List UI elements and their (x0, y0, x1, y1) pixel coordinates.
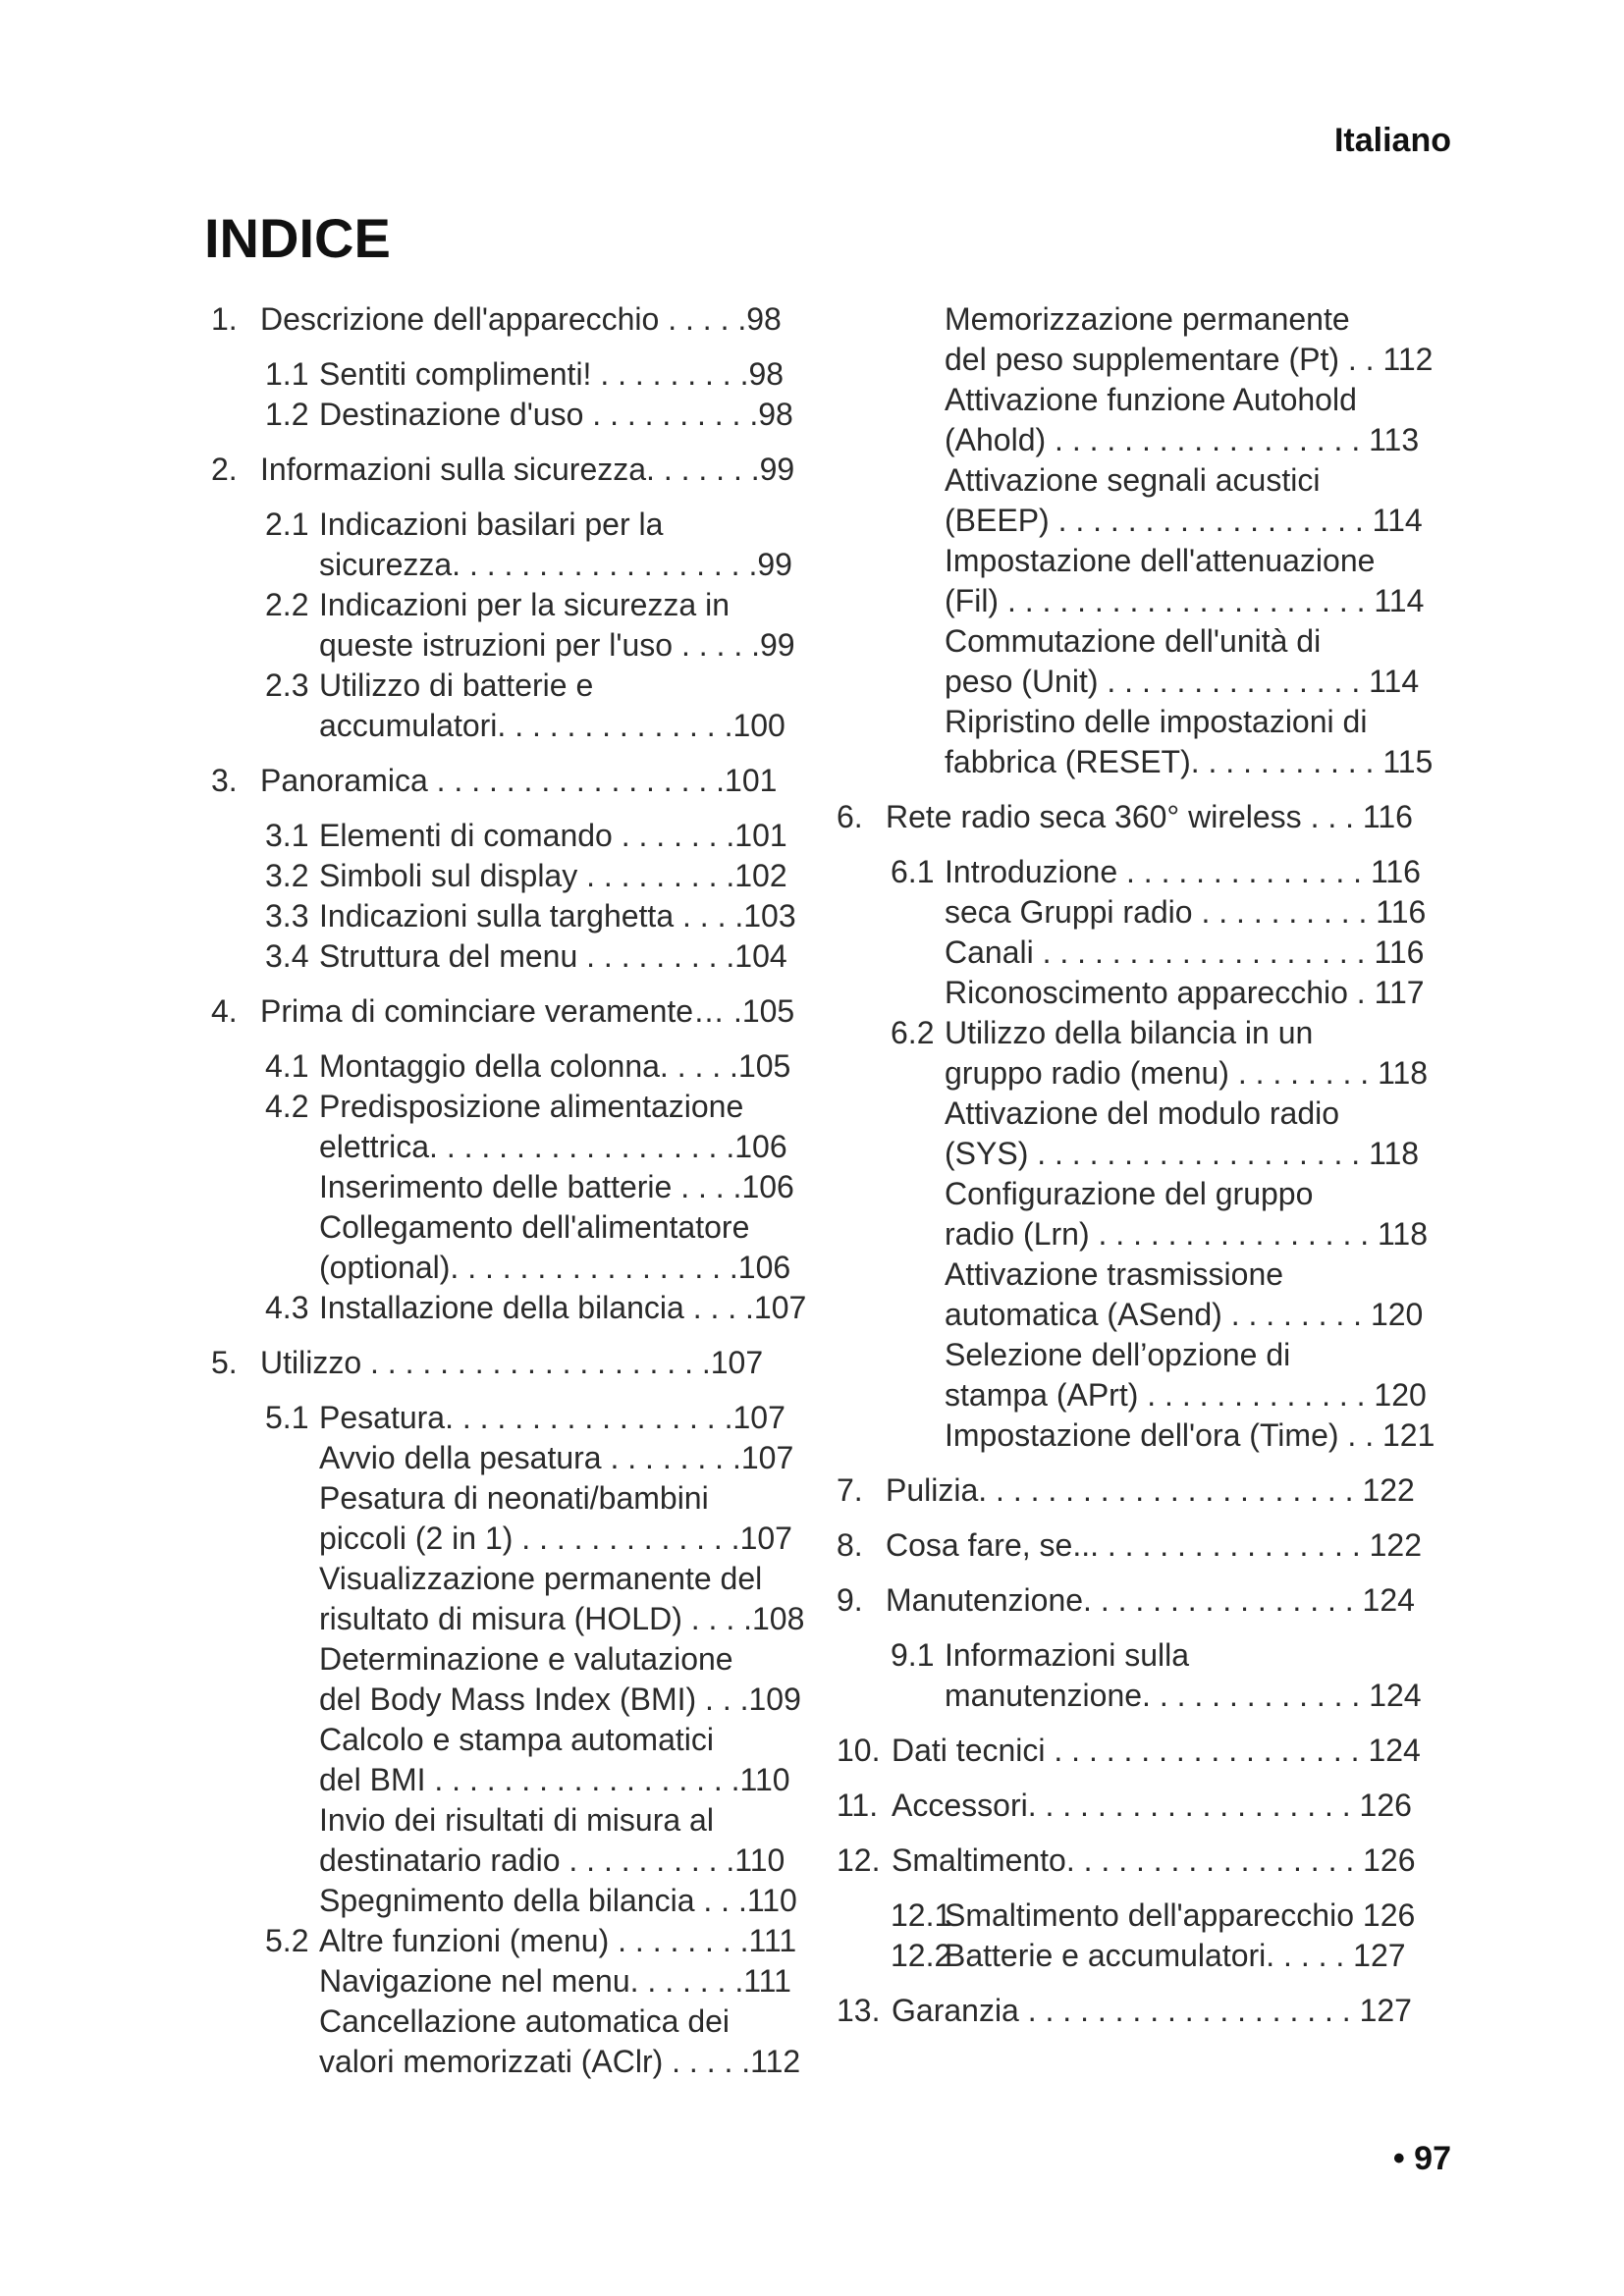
toc-entry (837, 1676, 1445, 1716)
toc-entry-text: Cosa fare, se... . . . . . . . . . . . . . . . 122 (886, 1527, 1422, 1563)
toc-entry (211, 1599, 820, 1639)
toc-entry-text: Pulizia. . . . . . . . . . . . . . . . . . . . . . 122 (886, 1472, 1415, 1508)
toc-entry (837, 1896, 1445, 1936)
toc-entry (837, 299, 1445, 340)
toc-entry-text: Riconoscimento apparecchio . 117 (945, 975, 1425, 1010)
toc-entry-text: Collegamento dell'alimentatore (319, 1209, 750, 1245)
toc-entry (211, 896, 820, 936)
toc-entry (837, 973, 1445, 1013)
toc-entry (211, 1343, 820, 1383)
toc-entry (211, 1921, 820, 1961)
toc-entry-number: 1. (211, 301, 238, 337)
toc-entry-text: Pesatura. . . . . . . . . . . . . . . . .107 (319, 1400, 785, 1435)
toc-entry (837, 742, 1445, 782)
toc-entry (837, 1094, 1445, 1134)
toc-entry (837, 1415, 1445, 1456)
toc-entry-text: Manutenzione. . . . . . . . . . . . . . . . 124 (886, 1582, 1415, 1618)
toc-entry (211, 1046, 820, 1087)
toc-entry (837, 1841, 1445, 1881)
page-title: INDICE (204, 207, 391, 269)
toc-entry (211, 936, 820, 977)
toc-entry-text: Installazione della bilancia . . . .107 (319, 1290, 807, 1325)
toc-entry-number: 12. (837, 1842, 881, 1878)
toc-entry-number: 11. (837, 1788, 879, 1823)
toc-entry-text: Indicazioni sulla targhetta . . . .103 (319, 898, 796, 934)
toc-entry (837, 460, 1445, 501)
toc-entry (211, 1720, 820, 1760)
toc-entry-text: Commutazione dell'unità di (945, 623, 1322, 659)
toc-entry-text: piccoli (2 in 1) . . . . . . . . . . . . .107 (319, 1521, 792, 1556)
toc-entry (837, 702, 1445, 742)
toc-entry (211, 625, 820, 666)
toc-entry (837, 581, 1445, 621)
toc-entry (211, 354, 820, 395)
toc-entry (211, 585, 820, 625)
toc-entry (211, 299, 820, 340)
toc-entry-text: Canali . . . . . . . . . . . . . . . . . . . 116 (945, 934, 1425, 970)
toc-entry-number: 1.2 (265, 397, 309, 432)
toc-entry-number: 12.1 (891, 1897, 952, 1933)
toc-entry-text: Inserimento delle batterie . . . .106 (319, 1169, 794, 1204)
toc-entry-text: valori memorizzati (AClr) . . . . .112 (319, 2044, 801, 2079)
toc-entry (211, 395, 820, 435)
toc-entry-text: seca Gruppi radio . . . . . . . . . . 116 (945, 894, 1427, 930)
toc-entry-text: (SYS) . . . . . . . . . . . . . . . . . . . 118 (945, 1136, 1420, 1171)
toc-entry-number: 2.1 (265, 507, 309, 542)
toc-entry (211, 1800, 820, 1841)
toc-entry-text: automatica (ASend) . . . . . . . . 120 (945, 1297, 1424, 1332)
toc-entry-text: Garanzia . . . . . . . . . . . . . . . . . . . 127 (892, 1993, 1412, 2028)
toc-entry-text: Utilizzo di batterie e (319, 667, 594, 703)
toc-entry-number: 9. (837, 1582, 863, 1618)
toc-entry-number: 7. (837, 1472, 863, 1508)
toc-entry (211, 1167, 820, 1207)
toc-entry-number: 13. (837, 1993, 881, 2028)
toc-entry-text: Elementi di comando . . . . . . .101 (319, 818, 787, 853)
toc-entry-number: 4.1 (265, 1048, 309, 1084)
toc-entry (837, 1214, 1445, 1255)
toc-entry (837, 1731, 1445, 1771)
toc-entry-text: Introduzione . . . . . . . . . . . . . . 116 (945, 854, 1421, 889)
toc-entry-text: sicurezza. . . . . . . . . . . . . . . . . .99 (319, 547, 792, 582)
toc-entry-number: 6.1 (891, 854, 935, 889)
toc-entry-text: Batterie e accumulatori. . . . . 127 (945, 1938, 1406, 1973)
toc-entry-text: Navigazione nel menu. . . . . . .111 (319, 1963, 791, 1999)
toc-entry (837, 1635, 1445, 1676)
toc-entry-text: Smaltimento dell'apparecchio 126 (945, 1897, 1416, 1933)
toc-entry-number: 3. (211, 763, 238, 798)
toc-entry (211, 706, 820, 746)
toc-entry (211, 1680, 820, 1720)
toc-entry (211, 761, 820, 801)
toc-entry-text: destinatario radio . . . . . . . . . .110 (319, 1842, 785, 1878)
toc-entry (837, 340, 1445, 380)
toc-entry-text: Destinazione d'uso . . . . . . . . . .98 (319, 397, 793, 432)
toc-entry (837, 1013, 1445, 1053)
toc-entry (211, 1248, 820, 1288)
toc-entry-text: Indicazioni per la sicurezza in (319, 587, 730, 622)
toc-entry-text: Altre funzioni (menu) . . . . . . . .111 (319, 1923, 797, 1958)
toc-entry (837, 1786, 1445, 1826)
toc-entry-text: Simboli sul display . . . . . . . . .102 (319, 858, 787, 893)
toc-entry (211, 1207, 820, 1248)
toc-entry (211, 1881, 820, 1921)
language-label: Italiano (1333, 122, 1451, 159)
toc-entry-text: risultato di misura (HOLD) . . . .108 (319, 1601, 805, 1636)
toc-entry-number: 6. (837, 799, 863, 834)
toc-entry-text: del peso supplementare (Pt) . . 112 (945, 342, 1434, 377)
toc-entry (211, 1478, 820, 1519)
toc-entry (211, 1961, 820, 2002)
toc-entry (211, 1398, 820, 1438)
toc-entry (837, 1525, 1445, 1566)
toc-entry-text: Sentiti complimenti! . . . . . . . . .98 (319, 356, 785, 392)
toc-entry-text: Panoramica . . . . . . . . . . . . . . . . .101 (260, 763, 778, 798)
toc-entry (837, 1255, 1445, 1295)
toc-entry (837, 1053, 1445, 1094)
toc-entry-text: Visualizzazione permanente del (319, 1561, 763, 1596)
toc-entry-text: Attivazione trasmissione (945, 1256, 1284, 1292)
toc-entry-text: Memorizzazione permanente (945, 301, 1350, 337)
toc-entry-number: 2.3 (265, 667, 309, 703)
toc-entry-text: (optional). . . . . . . . . . . . . . . . .106 (319, 1250, 791, 1285)
toc-entry (837, 420, 1445, 460)
toc-entry-text: queste istruzioni per l'uso . . . . .99 (319, 627, 795, 663)
toc-entry-text: Impostazione dell'ora (Time) . . 121 (945, 1417, 1435, 1453)
toc-entry (211, 1760, 820, 1800)
toc-entry (211, 1288, 820, 1328)
toc-entry-number: 5. (211, 1345, 238, 1380)
toc-entry-number: 8. (837, 1527, 863, 1563)
toc-entry-number: 2. (211, 452, 238, 487)
toc-entry (211, 505, 820, 545)
toc-entry (211, 816, 820, 856)
toc-entry-number: 5.2 (265, 1923, 309, 1958)
toc-entry-text: Struttura del menu . . . . . . . . .104 (319, 938, 787, 974)
toc-entry-text: Predisposizione alimentazione (319, 1089, 744, 1124)
toc-entry-text: Cancellazione automatica dei (319, 2003, 731, 2039)
toc-entry-number: 2.2 (265, 587, 309, 622)
toc-entry (837, 662, 1445, 702)
toc-entry (837, 892, 1445, 933)
toc-entry-text: accumulatori. . . . . . . . . . . . . .100 (319, 708, 785, 743)
page-number: • 97 (1392, 2140, 1451, 2177)
toc-entry-text: Avvio della pesatura . . . . . . . .107 (319, 1440, 794, 1475)
toc-entry-text: Attivazione funzione Autohold (945, 382, 1357, 417)
toc-entry-text: peso (Unit) . . . . . . . . . . . . . . . 114 (945, 664, 1420, 699)
toc-column-left (211, 299, 820, 2082)
toc-entry-text: (BEEP) . . . . . . . . . . . . . . . . . . 114 (945, 503, 1423, 538)
toc-entry-text: del BMI . . . . . . . . . . . . . . . . . .110 (319, 1762, 790, 1797)
toc-entry (837, 1174, 1445, 1214)
toc-column-right (837, 299, 1445, 2031)
toc-entry (211, 1127, 820, 1167)
toc-entry-text: Montaggio della colonna. . . . .105 (319, 1048, 791, 1084)
toc-entry (211, 450, 820, 490)
toc-entry (837, 852, 1445, 892)
toc-entry (837, 541, 1445, 581)
toc-entry-text: Descrizione dell'apparecchio . . . . .98 (260, 301, 782, 337)
toc-entry-text: Ripristino delle impostazioni di (945, 704, 1368, 739)
toc-entry (837, 621, 1445, 662)
toc-entry-text: radio (Lrn) . . . . . . . . . . . . . . . . 118 (945, 1216, 1429, 1252)
toc-entry (837, 1375, 1445, 1415)
toc-entry-number: 4. (211, 993, 238, 1029)
toc-entry (837, 797, 1445, 837)
toc-entry (211, 666, 820, 706)
toc-entry (837, 933, 1445, 973)
toc-entry (211, 1559, 820, 1599)
toc-entry-number: 3.3 (265, 898, 309, 934)
toc-entry-text: Indicazioni basilari per la (319, 507, 664, 542)
toc-entry-text: Utilizzo della bilancia in un (945, 1015, 1314, 1050)
toc-entry-text: Informazioni sulla sicurezza. . . . . . .99 (260, 452, 795, 487)
toc-entry-number: 4.2 (265, 1089, 309, 1124)
toc-entry-text: Dati tecnici . . . . . . . . . . . . . . . . . . 124 (892, 1733, 1421, 1768)
toc-entry-text: Attivazione del modulo radio (945, 1095, 1340, 1131)
toc-entry-text: Pesatura di neonati/bambini (319, 1480, 709, 1516)
toc-entry-text: Invio dei risultati di misura al (319, 1802, 714, 1838)
toc-entry (837, 1470, 1445, 1511)
toc-entry (837, 1936, 1445, 1976)
toc-entry-text: Determinazione e valutazione (319, 1641, 733, 1677)
toc-entry-number: 12.2 (891, 1938, 952, 1973)
toc-entry-text: Accessori. . . . . . . . . . . . . . . . . . . 126 (892, 1788, 1412, 1823)
toc-entry-text: Rete radio seca 360° wireless . . . 116 (886, 799, 1413, 834)
toc-entry-number: 10. (837, 1733, 881, 1768)
toc-entry-text: Configurazione del gruppo (945, 1176, 1314, 1211)
toc-entry-text: (Ahold) . . . . . . . . . . . . . . . . . . 113 (945, 422, 1420, 457)
toc-entry-text: fabbrica (RESET). . . . . . . . . . . 115 (945, 744, 1434, 779)
toc-entry (211, 1438, 820, 1478)
toc-entry (211, 1841, 820, 1881)
toc-entry-number: 1.1 (265, 356, 309, 392)
toc-entry (837, 1580, 1445, 1621)
toc-entry (211, 545, 820, 585)
toc-entry (211, 2042, 820, 2082)
toc-entry (211, 1519, 820, 1559)
toc-entry-text: elettrica. . . . . . . . . . . . . . . . . .106 (319, 1129, 787, 1164)
toc-entry (211, 2002, 820, 2042)
toc-entry (211, 1639, 820, 1680)
toc-entry-number: 3.4 (265, 938, 309, 974)
toc-entry-number: 4.3 (265, 1290, 309, 1325)
toc-entry (211, 1087, 820, 1127)
toc-entry-text: Selezione dell’opzione di (945, 1337, 1291, 1372)
toc-entry-text: gruppo radio (menu) . . . . . . . . 118 (945, 1055, 1429, 1091)
toc-entry-text: Spegnimento della bilancia . . .110 (319, 1883, 797, 1918)
toc-entry-text: Smaltimento. . . . . . . . . . . . . . . . . 126 (892, 1842, 1416, 1878)
toc-entry-text: Utilizzo . . . . . . . . . . . . . . . . . . . .107 (260, 1345, 764, 1380)
toc-entry-text: manutenzione. . . . . . . . . . . . . 124 (945, 1678, 1422, 1713)
toc-entry (837, 501, 1445, 541)
toc-entry-text: Attivazione segnali acustici (945, 462, 1321, 498)
toc-entry-text: Prima di cominciare veramente… .105 (260, 993, 795, 1029)
toc-entry (837, 1991, 1445, 2031)
toc-entry (211, 991, 820, 1032)
toc-entry-text: Informazioni sulla (945, 1637, 1189, 1673)
toc-entry-text: stampa (APrt) . . . . . . . . . . . . . 120 (945, 1377, 1427, 1413)
toc-entry-number: 3.2 (265, 858, 309, 893)
toc-entry-number: 9.1 (891, 1637, 935, 1673)
toc-entry-text: del Body Mass Index (BMI) . . .109 (319, 1682, 801, 1717)
toc-entry-text: Impostazione dell'attenuazione (945, 543, 1376, 578)
toc-entry-text: Calcolo e stampa automatici (319, 1722, 714, 1757)
toc-entry-number: 6.2 (891, 1015, 935, 1050)
toc-entry-text: (Fil) . . . . . . . . . . . . . . . . . . . . . 114 (945, 583, 1425, 618)
toc-entry (837, 380, 1445, 420)
toc-entry-number: 5.1 (265, 1400, 309, 1435)
toc-entry-number: 3.1 (265, 818, 309, 853)
toc-entry (211, 856, 820, 896)
toc-entry (837, 1295, 1445, 1335)
toc-entry (837, 1134, 1445, 1174)
toc-entry (837, 1335, 1445, 1375)
